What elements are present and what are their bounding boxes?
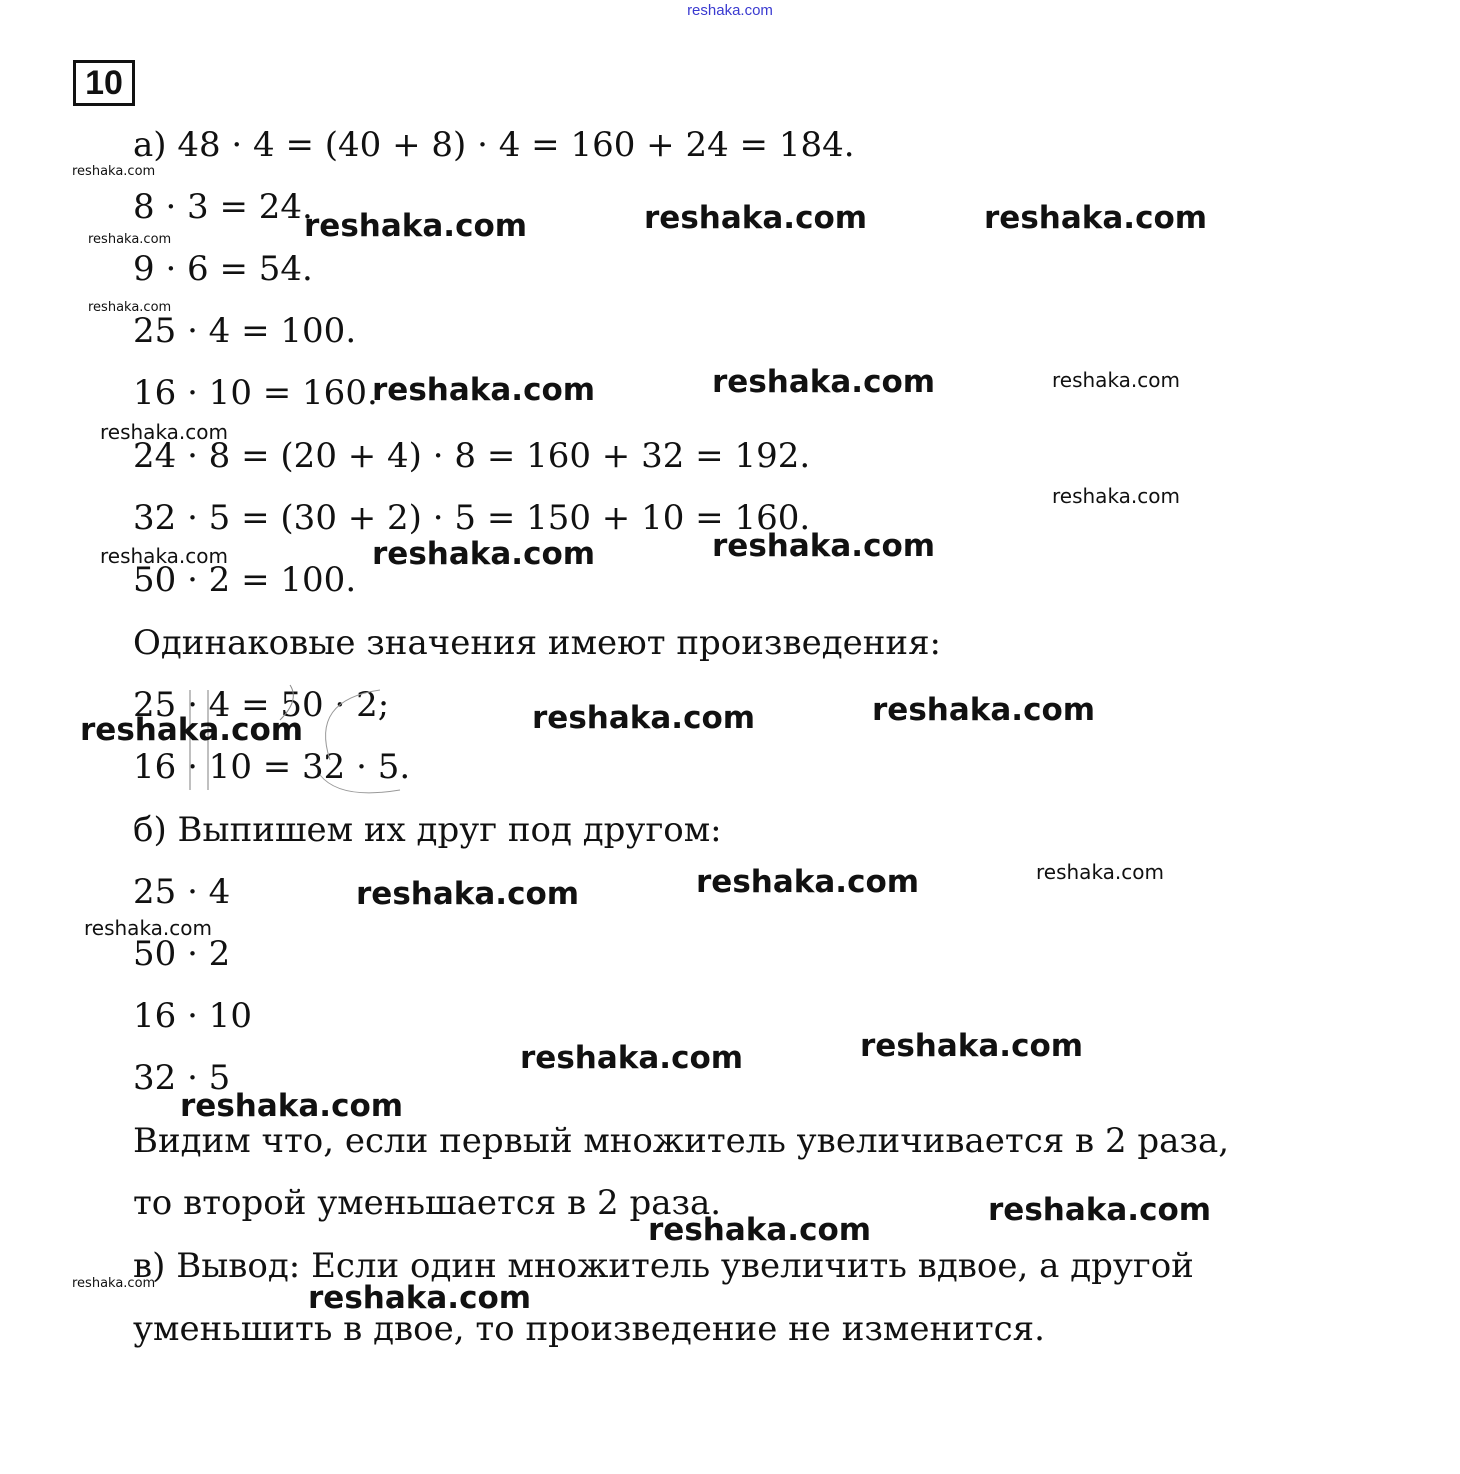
watermark: reshaka.com	[80, 712, 304, 748]
solution-line: 50 · 2 = 100.	[133, 560, 357, 600]
watermark: reshaka.com	[532, 700, 756, 736]
solution-line: 32 · 5 = (30 + 2) · 5 = 150 + 10 = 160.	[133, 498, 811, 538]
solution-line: 32 · 5	[133, 1058, 231, 1098]
exercise-number: 10	[73, 60, 135, 106]
watermark: reshaka.com	[696, 864, 920, 900]
watermark: reshaka.com	[872, 692, 1096, 728]
solution-line: б) Выпишем их друг под другом:	[133, 810, 722, 850]
solution-line: 25 · 4 = 50 · 2;	[133, 685, 390, 725]
watermark: reshaka.com	[712, 364, 936, 400]
solution-line: 16 · 10	[133, 996, 252, 1036]
watermark: reshaka.com	[308, 1280, 532, 1316]
solution-line: 16 · 10 = 32 · 5.	[133, 747, 411, 787]
solution-line: Одинаковые значения имеют произведения:	[133, 623, 941, 663]
watermark: reshaka.com	[356, 876, 580, 912]
solution-line: в) Вывод: Если один множитель увеличить вдвое, а другой	[133, 1246, 1194, 1286]
solution-line: 25 · 4 = 100.	[133, 311, 357, 351]
watermark: reshaka.com	[304, 208, 528, 244]
solution-line: 8 · 3 = 24.	[133, 187, 313, 227]
watermark: reshaka.com	[84, 916, 212, 940]
watermark: reshaka.com	[72, 1276, 156, 1291]
watermark: reshaka.com	[100, 420, 228, 444]
solution-line: а) 48 · 4 = (40 + 8) · 4 = 160 + 24 = 184.	[133, 125, 855, 165]
watermark: reshaka.com	[988, 1192, 1212, 1228]
watermark: reshaka.com	[100, 544, 228, 568]
watermark: reshaka.com	[88, 232, 172, 247]
watermark: reshaka.com	[180, 1088, 404, 1124]
solution-line: 9 · 6 = 54.	[133, 249, 313, 289]
watermark: reshaka.com	[72, 164, 156, 179]
solution-line: то второй уменьшается в 2 раза.	[133, 1183, 722, 1223]
solution-line: Видим что, если первый множитель увеличивается в 2 раза,	[133, 1121, 1230, 1161]
watermark: reshaka.com	[372, 536, 596, 572]
watermark: reshaka.com	[644, 200, 868, 236]
header-watermark: reshaka.com	[687, 2, 773, 19]
watermark: reshaka.com	[88, 300, 172, 315]
solution-line: 25 · 4	[133, 872, 231, 912]
solution-line: 16 · 10 = 160.	[133, 373, 378, 413]
solution-line: 24 · 8 = (20 + 4) · 8 = 160 + 32 = 192.	[133, 436, 811, 476]
watermark: reshaka.com	[372, 372, 596, 408]
watermark: reshaka.com	[1036, 860, 1164, 884]
watermark: reshaka.com	[648, 1212, 872, 1248]
watermark: reshaka.com	[520, 1040, 744, 1076]
watermark: reshaka.com	[712, 528, 936, 564]
solution-line: уменьшить в двое, то произведение не изменится.	[133, 1309, 1045, 1349]
watermark: reshaka.com	[860, 1028, 1084, 1064]
solution-line: 50 · 2	[133, 934, 231, 974]
watermark: reshaka.com	[1052, 484, 1180, 508]
watermark: reshaka.com	[984, 200, 1208, 236]
watermark: reshaka.com	[1052, 368, 1180, 392]
